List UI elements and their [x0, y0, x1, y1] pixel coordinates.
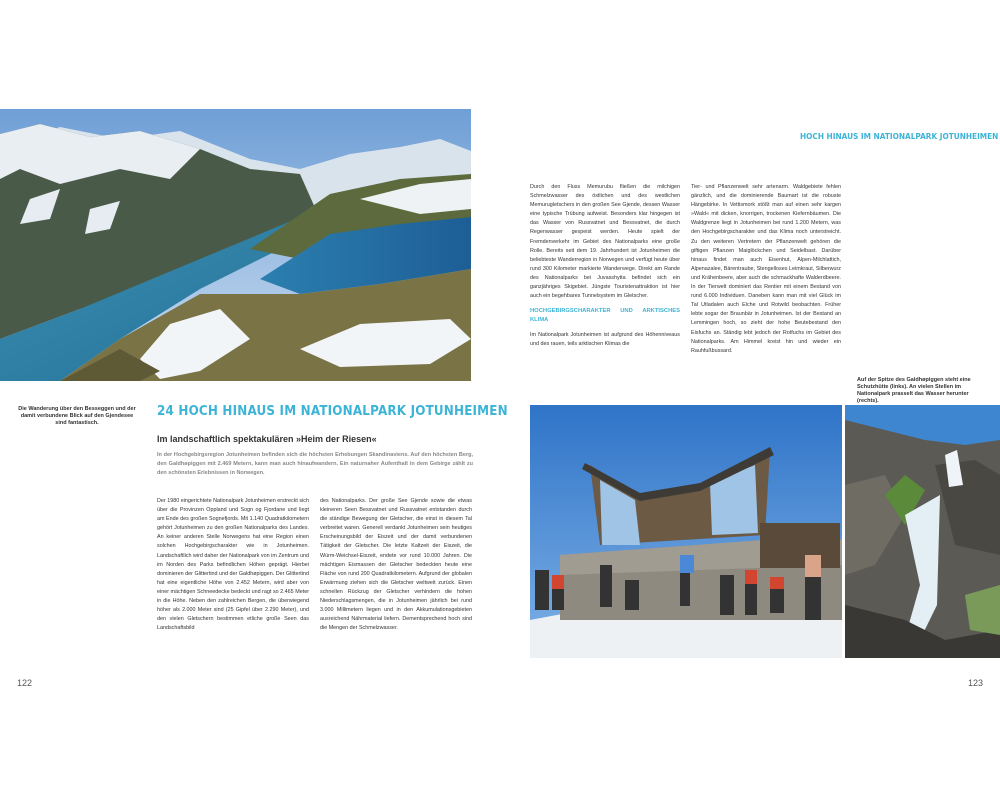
chapter-title — [157, 404, 508, 419]
page-number-left: 122 — [17, 678, 33, 688]
chapter-number: 24 — [157, 404, 175, 419]
mountain-lake-photo — [0, 109, 471, 381]
right-col1-paragraph: Durch den Fluss Memurubu fließen die milchigen Schmelzwasser des östlichen und des westlichen Memurugletschers in den großen See Gjende, dessen Wasser eine typische Trübung aufweist. Besonders klar hingegen ist das Wasser von Russvatnet und Bessvatnet, die durch Regenwasser gespeist werden. Heute spielt der Fremdenverkehr im Gebiet des Nationalparks eine große Rolle. Bereits seit dem 19. Jahrhundert ist Jotunheimen die beliebteste Wanderregion in Norwegen und verfügt heute über rund 300 Kilometer markierte Wanderwege. Direkt am Rande des Nationalparks bei Juvasshytta befindet sich ein ganzjähriges Skigebiet. Jüngste Touristenattraktion ist hier auch ein begehbares Tunnelsystem im Gletscher. — [530, 184, 680, 300]
photo-caption-left: Die Wanderung über den Besseggen und der damit verbundene Blick auf den Gjendesee sind fantastisch. — [18, 406, 136, 426]
chapter-title-text: HOCH HINAUS IM NATIONALPARK JOTUNHEIMEN — [178, 404, 508, 419]
right-text-column-1 — [530, 183, 680, 349]
waterfall-photo — [845, 405, 1000, 658]
section-subhead: HOCHGEBIRGSCHARAKTER UND ARKTISCHES KLIMA — [530, 308, 680, 324]
running-head: HOCH HINAUS IM NATIONALPARK JOTUNHEIMEN — [800, 132, 999, 141]
mountain-hut-photo — [530, 405, 842, 658]
left-text-column-1: Der 1980 eingerichtete Nationalpark Jotunheimen erstreckt sich über die Provinzen Oppland und Sogn og Fjordane und liegt am Ende des großen Sognefjords. Mit 1.140 Quadratkilometern gehört Jotunheimen zu den großen Nationalparks des Landes. An keiner anderen Stelle Norwegens hat eine Region einen solchen Hochgebirgscharakter wie in Jotunheimen. Landschaftlich wird daher der Nationalpark von im Zentrum und im Norden des Parks befindlichen Höhen geprägt. Hierbei dominieren der Glittertind und der Galdhøpiggen. Der Glittertind hat eine eigentliche Höhe von 2.452 Metern, wird aber von einer mächtigen Schneedecke bedeckt und ragt so 2.465 Meter in die Höhe. Neben den zahlreichen Bergen, die überwiegend höher als 2.000 Meter sind (25 Gipfel über 2.290 Meter), und den vielen Gletschern bestimmen etliche große Seen das Landschaftsbild — [157, 498, 309, 632]
photo-caption-right: Auf der Spitze des Galdhøpiggen steht eine Schutzhütte (links). An vielen Stellen im Nationalpark prasselt das Wasser herunter (rechts). — [857, 377, 971, 404]
chapter-subtitle: Im landschaftlich spektakulären »Heim der Riesen« — [157, 434, 377, 444]
page-number-right: 123 — [968, 678, 984, 688]
left-text-column-2: des Nationalparks. Der große See Gjende sowie die etwas kleineren Seen Bessvatnet und Russvatnet entstanden durch die ständige Bewegung der Gletscher, die einst in diesem Tal verbreitet waren. Generell verdankt Jotunheimen sein heutiges Erscheinungsbild der Eiszeit und der damit verbundenen Tätigkeit der Gletscher. Die letzte Kaltzeit der Eiszeit, die Würm-Weichsel-Eiszeit, endete vor rund 10.000 Jahren. Die mächtigen Eismassen der Gletscher bedeckten heute eine Fläche von rund 200 Quadratkilometern. Aufgrund der globalen Erwärmung ziehen sich die Gletscher weltweit zurück. Einen schnellen Rückzug der Gletscher verhindern die hohen Niederschlagsmengen, die in Jotunheimen jährlich bei rund 3.000 Millimetern liegen und in den Akkumulationsgebieten ausreichend Nährmaterial liefern. Dementsprechend hoch sind die Mengen der Schmelzwasser. — [320, 498, 472, 632]
right-col1-paragraph-2: Im Nationalpark Jotunheimen ist aufgrund des Höhenniveaus und des rauen, teils arktischen Klimas die — [530, 332, 680, 348]
chapter-intro: In der Hochgebirgsregion Jotunheimen befinden sich die höchsten Erhebungen Skandinaviens. Auf den höchsten Berg, den Galdhøpiggen mit 2.469 Metern, kann man auch hinaufwandern. Ein naturnaher Aufenthalt in dem Gebirge zählt zu den schönsten Erlebnissen in Norwegen. — [157, 452, 473, 477]
right-text-column-2: Tier- und Pflanzenwelt sehr artenarm. Waldgebiete fehlen gänzlich, und die dominierende Baumart ist die robuste Hängebirke. In Vettismork stößt man auf einen sehr kargen »Wald« mit dicken, knorrigen, trockenen Kiefernbäumen. Die Waldgrenze liegt in Jotunheimen bei rund 1.200 Metern, was den Hochgebirgscharakter und das Klima noch unterstreicht. Zu den weiteren Vertretern der Pflanzenwelt gehören die giftigen Pflanzen Maiglöckchen und Seidelbast. Darüber hinaus findet man auch Eisenhut, Alpen-Milchlattich, Alpenazalee, Bärentraube, Stengelloses Leimkraut, Silberwurz und Krähenbeere, aber auch die schmackhafte Walderdbeere. In der Tierwelt dominiert das Rentier mit einem Bestand von rund 6.000 Individuen. Daneben kann man mit viel Glück im Tal Utladalen auch Elche und Rotwild beobachten. Früher lebte sogar der Braunbär in Jotunheimen. Ist der Bestand an Lemmingen hoch, so zieht der hohe Beutebestand den Eisfuchs an. Ständig lebt jedoch der Rotfuchs im Gebiet des Nationalparks. Am Himmel kreist hin und wieder ein Rauhfußbussard. — [691, 184, 841, 354]
